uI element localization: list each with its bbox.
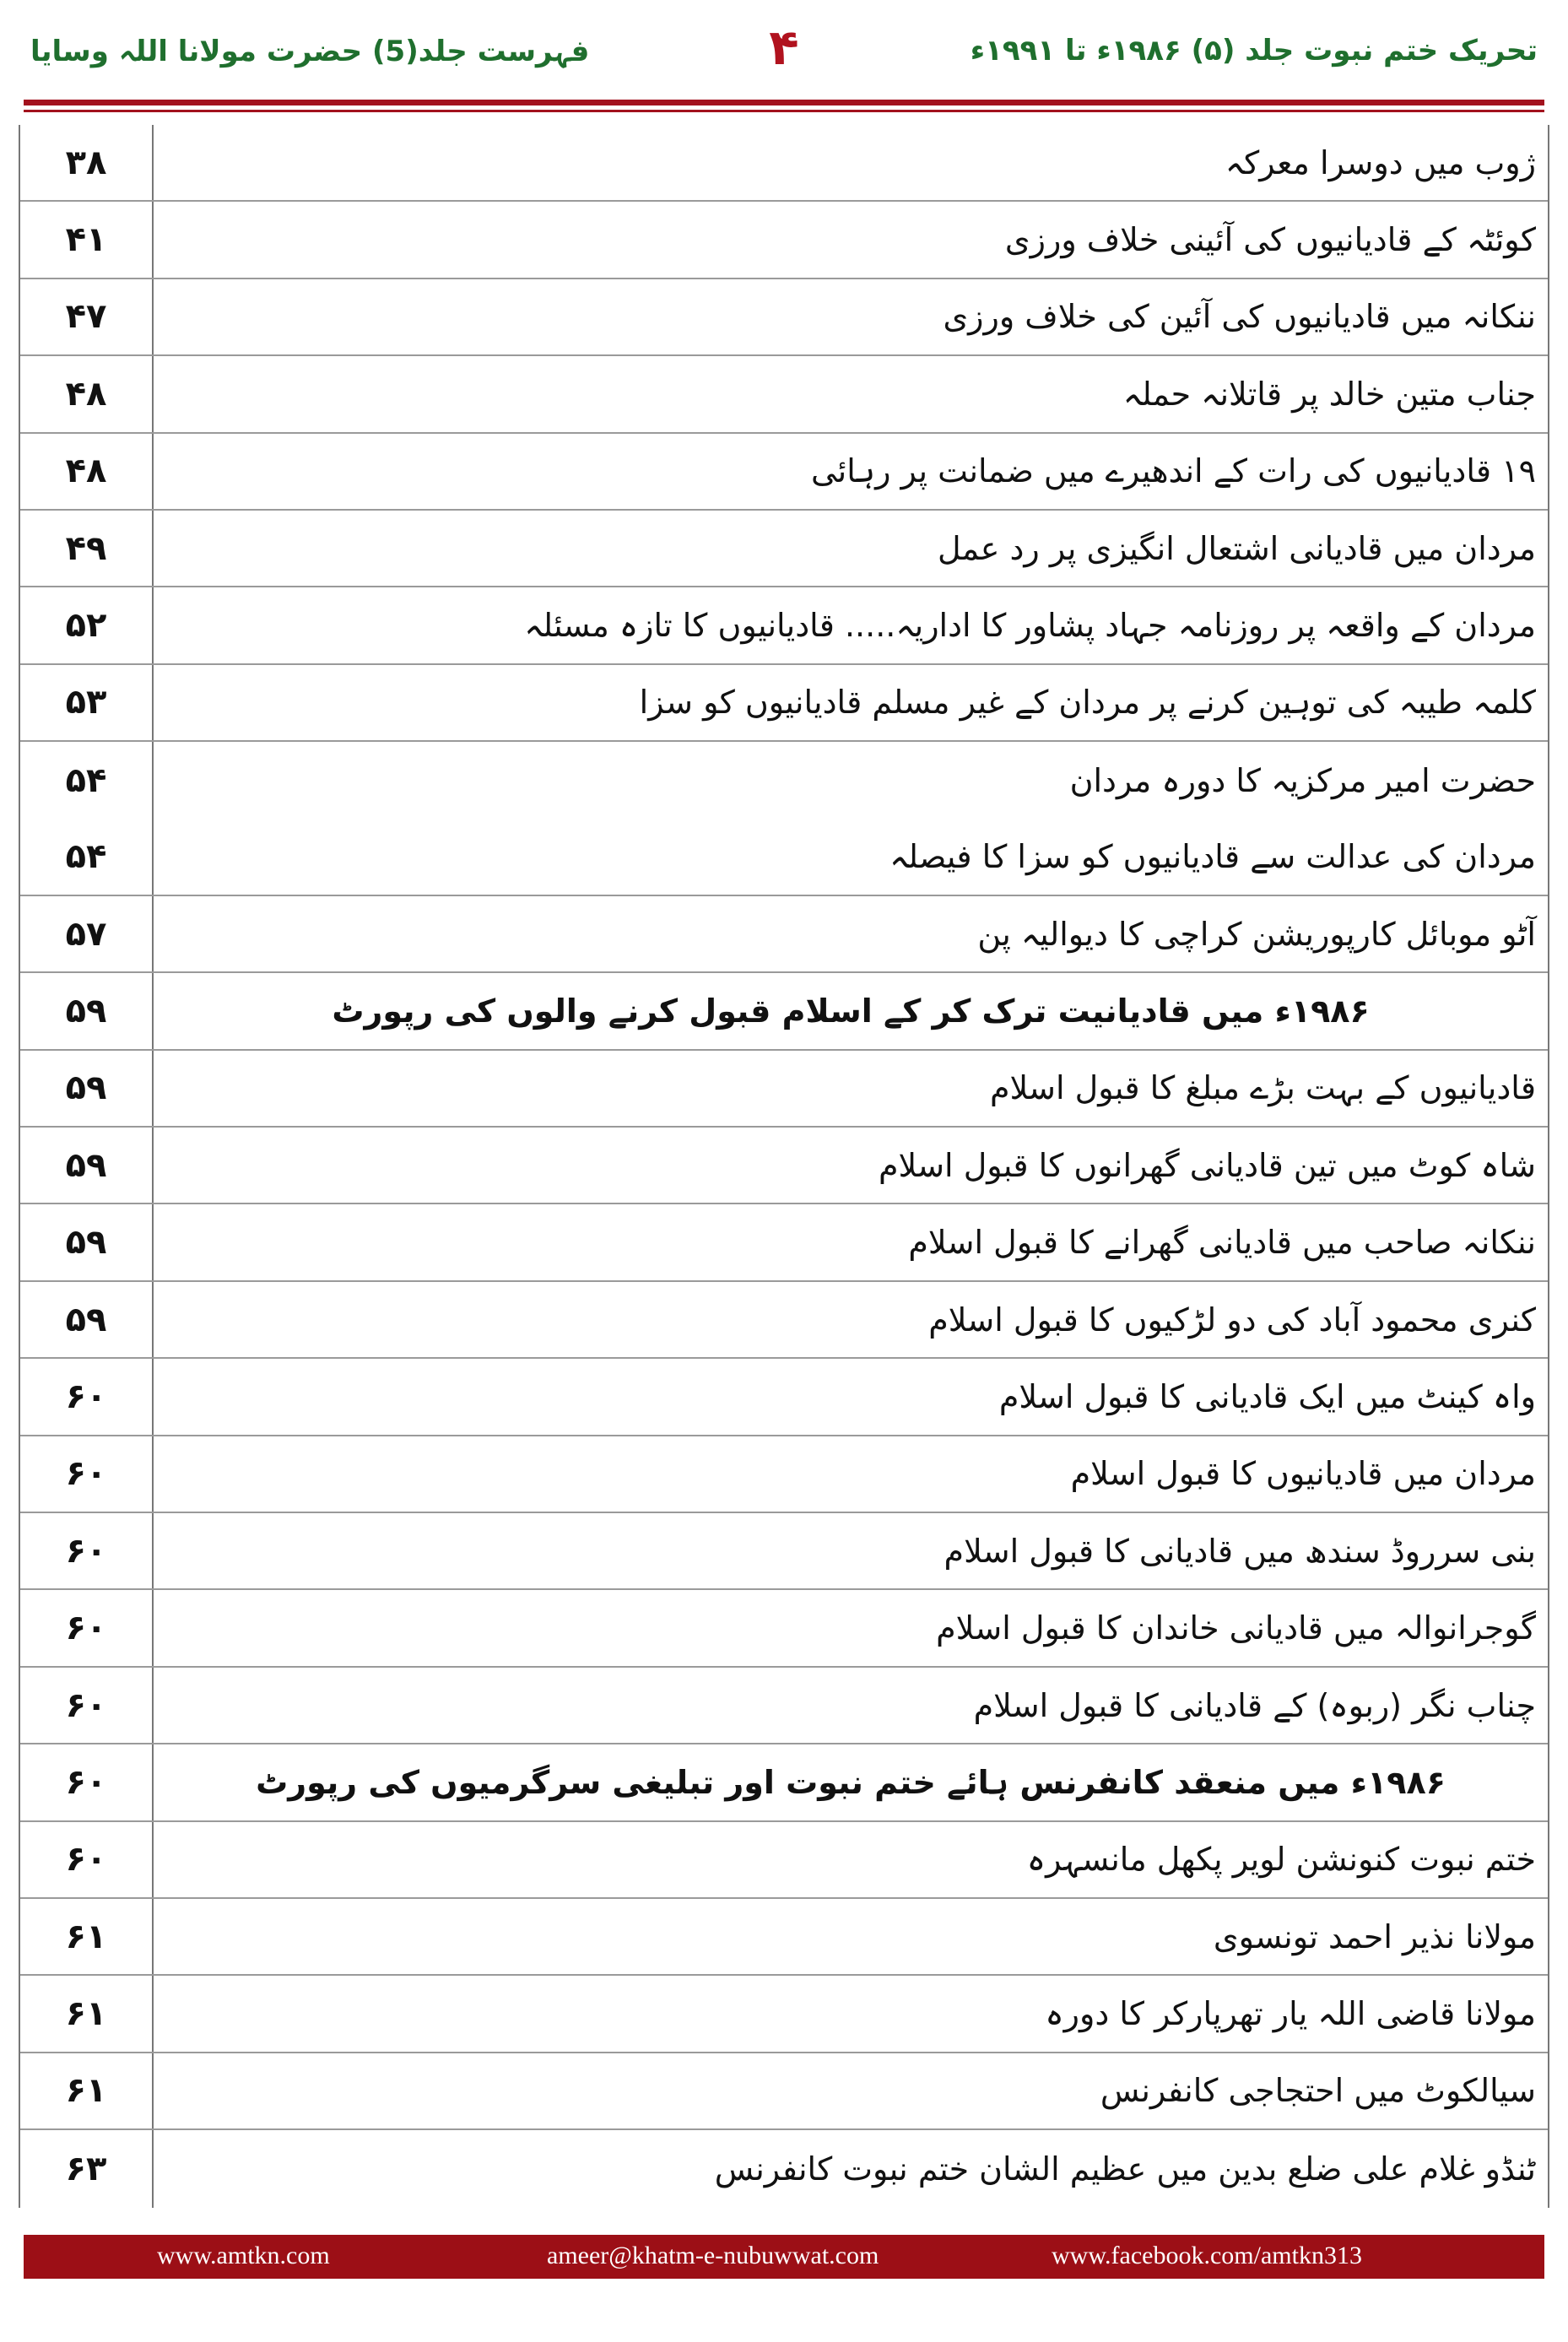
toc-page-number: ۵۳ (20, 665, 154, 740)
toc-page-number: ۶۰ (20, 1359, 154, 1434)
toc-page-number: ۴۸ (20, 356, 154, 431)
toc-row (20, 587, 1548, 664)
toc-page-number: ۶۰ (20, 1668, 154, 1743)
toc-row (20, 742, 1548, 819)
toc-title: ننکانہ صاحب میں قادیانی گھرانے کا قبول اسلام (908, 1224, 1536, 1262)
toc-title: ختم نبوت کنونشن لویر پکھل مانسہرہ (1026, 1841, 1536, 1879)
header-rule-thick (24, 100, 1544, 105)
toc-section-heading (20, 1744, 1548, 1821)
toc-row (20, 1590, 1548, 1667)
toc-row (20, 1668, 1548, 1744)
toc-title: مردان میں قادیانیوں کا قبول اسلام (1070, 1455, 1536, 1493)
toc-row (20, 2053, 1548, 2130)
toc-page-number: ۴۱ (20, 202, 154, 277)
toc-title: مولانا قاضی اللہ یار تھرپارکر کا دورہ (1045, 1995, 1536, 2033)
toc-page-number: ۵۹ (20, 1282, 154, 1357)
toc-page-number: ۶۰ (20, 1822, 154, 1897)
toc-page-number: ۵۲ (20, 587, 154, 663)
toc-row (20, 1976, 1548, 2053)
page-header (0, 0, 1568, 101)
table-of-contents (19, 125, 1549, 2208)
toc-title: مردان کی عدالت سے قادیانیوں کو سزا کا فیصلہ (889, 838, 1536, 876)
toc-page-number: ۵۹ (20, 1128, 154, 1203)
toc-title: ٹنڈو غلام علی ضلع بدین میں عظیم الشان ختم نبوت کانفرنس (714, 2150, 1536, 2188)
toc-row (20, 1822, 1548, 1899)
toc-title: چناب نگر (ربوہ) کے قادیانی کا قبول اسلام (973, 1686, 1536, 1724)
toc-title: ۱۹۸۶ء میں قادیانیت ترک کر کے اسلام قبول کرنے والوں کی رپورٹ (332, 992, 1370, 1030)
toc-page-number: ۵۴ (20, 742, 154, 819)
toc-row (20, 819, 1548, 896)
page-footer (24, 2235, 1544, 2279)
toc-page-number: ۶۰ (20, 1744, 154, 1820)
header-volume-title: فہرست جلد(5) حضرت مولانا اللہ وسایا (30, 35, 590, 68)
toc-title: واہ کینٹ میں ایک قادیانی کا قبول اسلام (998, 1377, 1536, 1415)
footer-email-link[interactable]: ameer@khatm-e-nubuwwat.com (547, 2242, 879, 2269)
toc-row (20, 511, 1548, 587)
toc-title: گوجرانوالہ میں قادیانی خاندان کا قبول اسلام (936, 1609, 1536, 1647)
toc-title: کنری محمود آباد کی دو لڑکیوں کا قبول اسلام (928, 1301, 1536, 1339)
toc-row (20, 1436, 1548, 1513)
toc-page-number: ۶۳ (20, 2130, 154, 2207)
toc-page-number: ۶۱ (20, 2053, 154, 2128)
toc-title: حضرت امیر مرکزیہ کا دورہ مردان (1069, 761, 1536, 799)
toc-title: جناب متین خالد پر قاتلانہ حملہ (1122, 375, 1536, 413)
toc-page-number: ۵۹ (20, 973, 154, 1048)
toc-title: آٹو موبائل کارپوریشن کراچی کا دیوالیہ پن (977, 915, 1536, 953)
toc-page-number: ۴۷ (20, 279, 154, 354)
toc-row (20, 1051, 1548, 1128)
toc-title: کلمہ طیبہ کی توہین کرنے پر مردان کے غیر مسلم قادیانیوں کو سزا (639, 684, 1536, 722)
toc-title: قادیانیوں کے بہت بڑے مبلغ کا قبول اسلام (989, 1069, 1536, 1107)
toc-page-number: ۴۹ (20, 511, 154, 586)
toc-section-heading (20, 973, 1548, 1050)
toc-page-number: ۶۰ (20, 1436, 154, 1512)
toc-page-number: ۶۱ (20, 1899, 154, 1974)
toc-page-number: ۶۱ (20, 1976, 154, 2051)
toc-title: مولانا نذیر احمد تونسوی (1213, 1917, 1536, 1955)
header-rule-thin (24, 110, 1544, 112)
toc-row (20, 125, 1548, 202)
toc-page-number: ۵۹ (20, 1204, 154, 1279)
toc-title: ۱۹۸۶ء میں منعقد کانفرنس ہائے ختم نبوت اور تبلیغی سرگرمیوں کی رپورٹ (256, 1763, 1446, 1801)
footer-facebook-link[interactable]: www.facebook.com/amtkn313 (1052, 2242, 1362, 2269)
toc-row (20, 279, 1548, 356)
toc-row (20, 665, 1548, 742)
toc-row (20, 2130, 1548, 2207)
toc-title: ۱۹ قادیانیوں کی رات کے اندھیرے میں ضمانت پر رہائی (811, 452, 1536, 490)
toc-row (20, 1899, 1548, 1976)
header-book-title: تحریک ختم نبوت جلد (۵) ۱۹۸۶ء تا ۱۹۹۱ء (970, 34, 1538, 68)
toc-title: سیالکوٹ میں احتجاجی کانفرنس (1100, 2072, 1536, 2110)
toc-row (20, 896, 1548, 973)
toc-title: ننکانہ میں قادیانیوں کی آئین کی خلاف ورزی (943, 298, 1536, 336)
toc-page-number: ۴۸ (20, 434, 154, 509)
toc-row (20, 356, 1548, 433)
toc-row (20, 1359, 1548, 1436)
toc-page-number: ۵۹ (20, 1051, 154, 1126)
toc-row (20, 1204, 1548, 1281)
toc-title: مردان کے واقعہ پر روزنامہ جہاد پشاور کا اداریہ..... قادیانیوں کا تازہ مسئلہ (524, 607, 1536, 645)
toc-row (20, 1513, 1548, 1590)
toc-page-number: ۵۷ (20, 896, 154, 971)
toc-row (20, 202, 1548, 279)
toc-row (20, 1282, 1548, 1359)
toc-title: شاہ کوٹ میں تین قادیانی گھرانوں کا قبول اسلام (879, 1146, 1536, 1184)
toc-title: مردان میں قادیانی اشتعال انگیزی پر رد عمل (938, 529, 1536, 567)
toc-title: کوئٹہ کے قادیانیوں کی آئینی خلاف ورزی (1004, 221, 1536, 259)
toc-page-number: ۵۴ (20, 819, 154, 895)
toc-page-number: ۶۰ (20, 1590, 154, 1665)
toc-row (20, 1128, 1548, 1204)
page-number: ۴ (769, 19, 799, 76)
toc-row (20, 434, 1548, 511)
footer-website-link[interactable]: www.amtkn.com (157, 2242, 330, 2269)
toc-page-number: ۳۸ (20, 125, 154, 200)
toc-page-number: ۶۰ (20, 1513, 154, 1588)
toc-title: ژوب میں دوسرا معرکہ (1225, 143, 1536, 181)
toc-title: بنی سرروڈ سندھ میں قادیانی کا قبول اسلام (944, 1532, 1536, 1570)
